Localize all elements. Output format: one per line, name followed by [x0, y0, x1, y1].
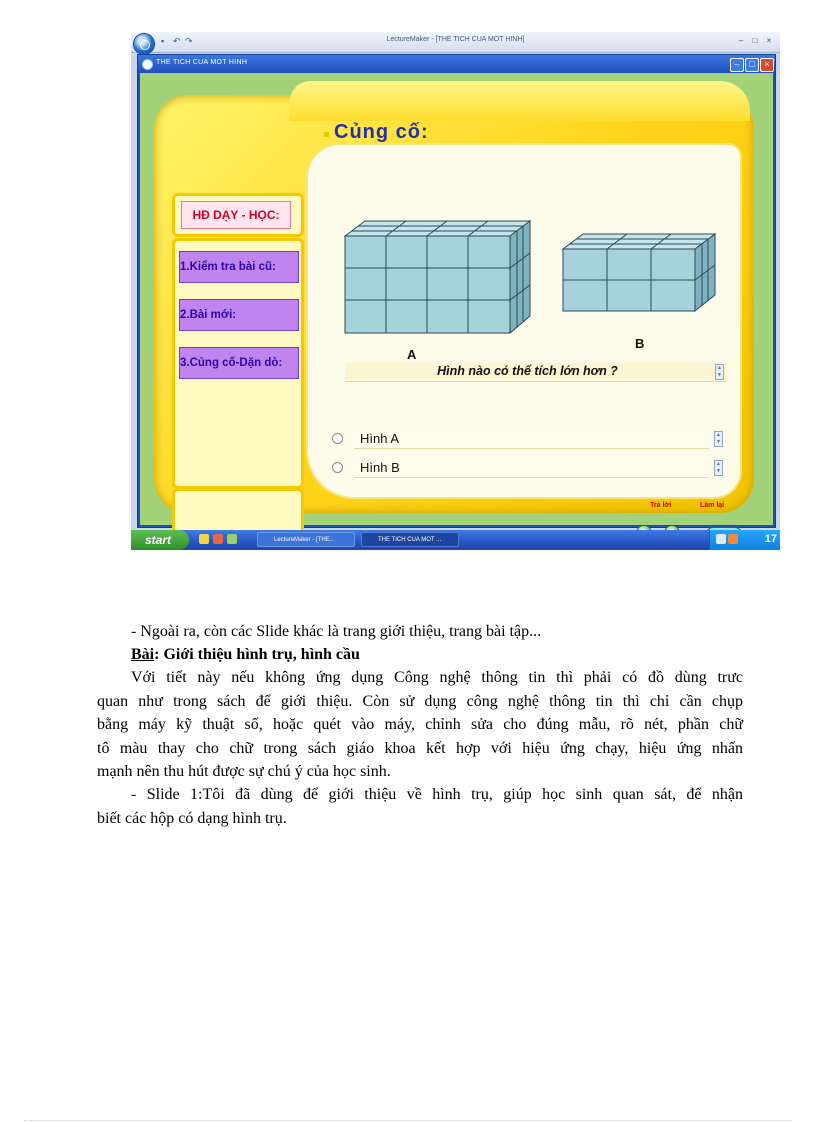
question-text: Hình nào có thể tích lớn hơn ?	[437, 364, 618, 378]
minimize-icon[interactable]: –	[738, 36, 744, 45]
slide-frame-top	[290, 81, 750, 121]
sidebar-menu	[172, 238, 304, 489]
answer-text-a: Hình A	[360, 431, 400, 446]
box-a-figure	[345, 221, 530, 333]
tray-icon-2[interactable]	[728, 534, 738, 544]
lesson-heading-text: : Giới thiệu hình trụ, hình cầu	[154, 646, 360, 663]
taskbar-item-slideshow[interactable]: THE TICH CUA MOT ...	[361, 532, 459, 547]
box-b-figure	[563, 234, 715, 311]
sidebar-item-bai-moi[interactable]: 2.Bài mới:	[179, 299, 299, 331]
slideshow-minimize-icon[interactable]: –	[730, 58, 744, 72]
slide-canvas	[140, 73, 773, 525]
app-titlebar	[131, 32, 780, 53]
windows-taskbar	[131, 530, 780, 550]
sidebar-item-cung-co[interactable]: 3.Củng cố-Dặn dò:	[179, 347, 299, 379]
taskbar-clock: 17	[764, 533, 777, 545]
tray-icon-1[interactable]	[716, 534, 726, 544]
paragraph-line: biết các hộp có dạng hình trụ.	[97, 810, 287, 827]
radio-a[interactable]	[332, 433, 343, 444]
paragraph-line: quan như trong sách để giới thiệu. Còn sử dụng công nghệ thông tin thì chỉ cần chụp	[97, 693, 743, 710]
answer-option-a[interactable]	[332, 429, 732, 449]
cube-boxes-figure	[335, 203, 735, 343]
redo-button[interactable]: Làm lại	[700, 502, 725, 509]
question-scroll-icon[interactable]: ▲ ▼	[715, 364, 724, 380]
paragraph-line: bằng máy kỹ thuật số, hoặc quét vào máy, chỉnh sửa cho đúng mẫu, rõ nét, phần chữ	[97, 716, 743, 733]
slideshow-maximize-icon[interactable]: □	[745, 58, 759, 72]
paragraph-line: tô màu thay cho chữ trong sách giáo khoa kết hợp với hiệu ứng chạy, hiệu ứng nhấn	[97, 740, 743, 757]
section-heading	[324, 121, 754, 145]
quicklaunch-icon-2[interactable]	[213, 534, 223, 544]
redo-icon[interactable]: ↷	[185, 36, 193, 46]
sidebar-empty-box	[172, 488, 304, 534]
sidebar-item-kiem-tra[interactable]: 1.Kiểm tra bài cũ:	[179, 251, 299, 283]
answer-option-b[interactable]	[332, 458, 732, 478]
question-field	[345, 363, 727, 382]
sidebar-header: HĐ DẠY - HỌC:	[181, 201, 291, 229]
page-bottom-rule	[24, 1120, 792, 1121]
radio-b[interactable]	[332, 462, 343, 473]
slideshow-window-title: THE TICH CUA MOT HINH	[156, 59, 248, 66]
lecture-screenshot	[131, 32, 780, 550]
figure-label-a: A	[407, 347, 417, 362]
app-window-title: LectureMaker - [THE TICH CUA MOT HINH]	[386, 36, 525, 43]
lesson-heading	[131, 643, 743, 667]
lesson-heading-label: Bài	[131, 646, 155, 663]
figure-label-b: B	[635, 336, 645, 351]
section-title: Củng cố:	[334, 121, 429, 143]
close-icon[interactable]: ×	[766, 36, 772, 45]
answer-text-b: Hình B	[360, 460, 400, 475]
answer-a-scroll-icon[interactable]: ▲ ▼	[714, 431, 723, 447]
paragraph-line: mạnh nên thu hút được sự chú ý của học sinh.	[97, 763, 391, 780]
answer-button[interactable]: Trả lời	[650, 502, 672, 509]
paragraph-line: Với tiết này nếu không ứng dụng Công nghệ thông tin thì phải có đồ dùng trưc	[131, 669, 743, 686]
paragraph-other-slides: - Ngoài ra, còn các Slide khác là trang giới thiệu, trang bài tập...	[131, 623, 542, 640]
slideshow-titlebar	[138, 55, 775, 73]
answer-field-a	[354, 429, 709, 449]
slideshow-window	[137, 54, 776, 528]
sidebar-header-box	[172, 193, 304, 237]
slideshow-app-icon	[142, 59, 153, 70]
quicklaunch-icon-1[interactable]	[199, 534, 209, 544]
answer-b-scroll-icon[interactable]: ▲ ▼	[714, 460, 723, 476]
answer-field-b	[354, 458, 709, 478]
taskbar-item-lecturemaker[interactable]: LectureMaker - [THE...	[257, 532, 355, 547]
bullet-icon	[324, 132, 329, 137]
undo-icon[interactable]: ↶	[173, 36, 181, 46]
slideshow-close-icon[interactable]: ×	[760, 58, 774, 72]
maximize-icon[interactable]: □	[752, 36, 758, 45]
system-tray	[709, 530, 780, 550]
save-icon[interactable]: ▪	[161, 36, 165, 46]
quicklaunch-icon-3[interactable]	[227, 534, 237, 544]
start-button[interactable]: start	[131, 530, 189, 550]
paragraph-line: - Slide 1:Tôi đã dùng để giới thiệu về hình trụ, giúp học sinh quan sát, để nhận	[131, 786, 743, 803]
